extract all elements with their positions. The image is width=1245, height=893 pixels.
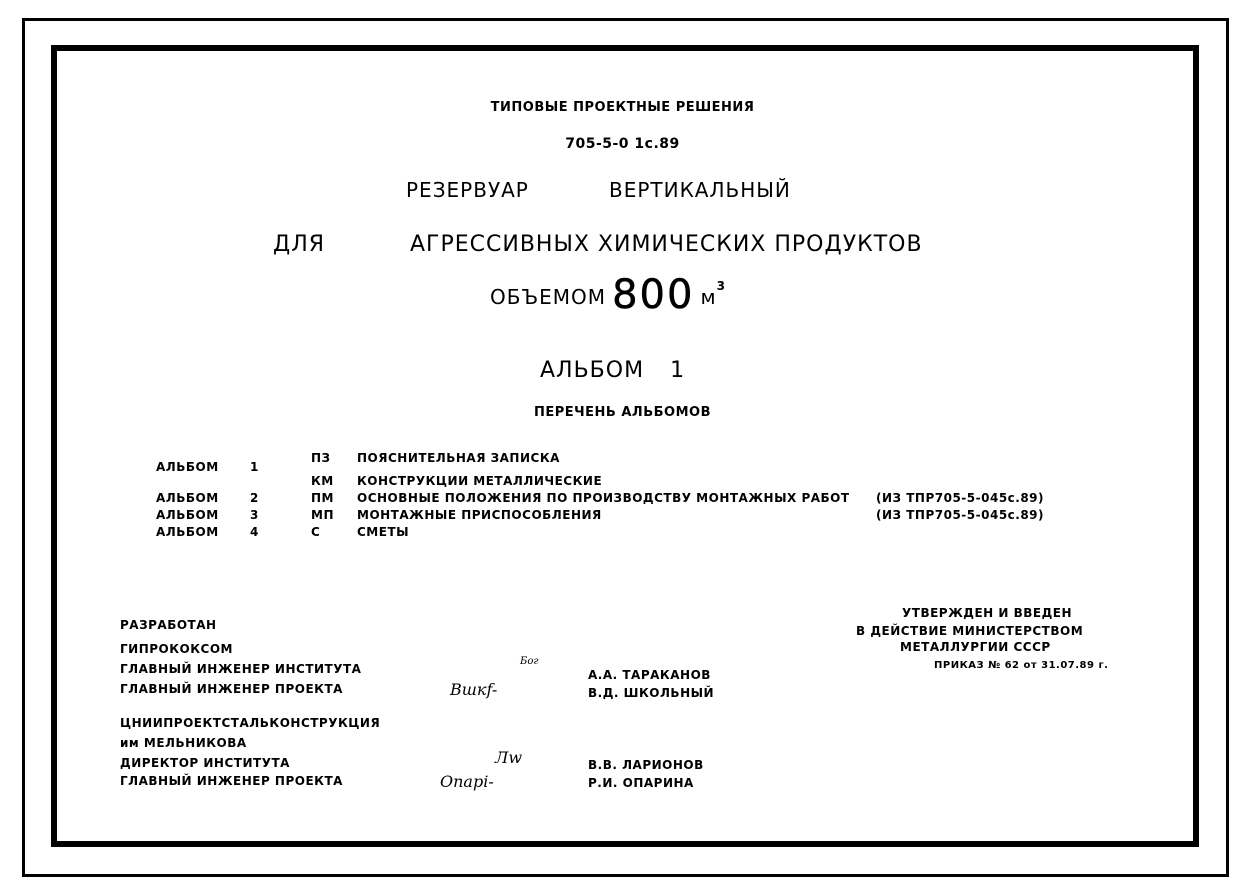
volume-value: 800 [612,272,695,318]
title-for: ДЛЯ [273,232,326,257]
album-label: АЛЬБОМ [540,358,645,383]
album-code: С [311,525,321,539]
album-word: АЛЬБОМ [156,460,219,474]
album-num: 4 [250,525,259,539]
project-code: 705-5-0 1с.89 [565,136,680,152]
signature-shkolny: Вшкf- [450,680,498,699]
album-desc: МОНТАЖНЫЕ ПРИСПОСОБЛЕНИЯ [357,508,602,522]
approval-line-3: МЕТАЛЛУРГИИ СССР [900,640,1051,654]
role-chief-engineer-project: ГЛАВНЫЙ ИНЖЕНЕР ПРОЕКТА [120,682,343,696]
album-desc: ПОЯСНИТЕЛЬНАЯ ЗАПИСКА [357,451,560,465]
name-tarakanov: А.А. ТАРАКАНОВ [588,668,711,682]
album-word: АЛЬБОМ [156,508,219,522]
role-chief-engineer-project-2: ГЛАВНЫЙ ИНЖЕНЕР ПРОЕКТА [120,774,343,788]
album-code: КМ [311,474,334,488]
album-code: ПМ [311,491,334,505]
approval-order: ПРИКАЗ № 62 от 31.07.89 г. [934,660,1109,671]
album-word: АЛЬБОМ [156,491,219,505]
album-desc: КОНСТРУКЦИИ МЕТАЛЛИЧЕСКИЕ [357,474,603,488]
volume-unit: м [700,285,717,309]
org-named-after: им МЕЛЬНИКОВА [120,736,247,750]
volume-line [490,272,725,318]
title-tank: РЕЗЕРВУАР [406,178,529,202]
signature-oparina: Опарi- [440,772,494,791]
developed-heading: РАЗРАБОТАН [120,618,217,632]
title-vertical: ВЕРТИКАЛЬНЫЙ [609,178,791,202]
album-code: МП [311,508,334,522]
signature-larionov: Лw [495,748,523,767]
album-num: 1 [250,460,259,474]
approval-line-2: В ДЕЙСТВИЕ МИНИСТЕРСТВОМ [856,624,1084,638]
name-larionov: В.В. ЛАРИОНОВ [588,758,704,772]
albums-list-title: ПЕРЕЧЕНЬ АЛЬБОМОВ [534,405,711,420]
role-chief-engineer-institute: ГЛАВНЫЙ ИНЖЕНЕР ИНСТИТУТА [120,662,362,676]
volume-prefix: ОБЪЕМОМ [490,285,607,309]
title-aggressive-products: АГРЕССИВНЫХ ХИМИЧЕСКИХ ПРОДУКТОВ [410,232,923,257]
album-word: АЛЬБОМ [156,525,219,539]
name-oparina: Р.И. ОПАРИНА [588,776,694,790]
album-num: 2 [250,491,259,505]
album-note: (ИЗ ТПР705-5-045с.89) [876,491,1045,505]
album-num: 3 [250,508,259,522]
approval-line-1: УТВЕРЖДЕН И ВВЕДЕН [902,606,1073,620]
album-code: ПЗ [311,451,331,465]
org-giprokoks: ГИПРОКОКСОМ [120,642,233,656]
signature-tarakanov: Бог [520,656,539,667]
album-heading [540,358,685,383]
role-director-institute: ДИРЕКТОР ИНСТИТУТА [120,756,290,770]
volume-exponent: 3 [716,279,726,293]
album-note: (ИЗ ТПР705-5-045с.89) [876,508,1045,522]
album-desc: ОСНОВНЫЕ ПОЛОЖЕНИЯ ПО ПРОИЗВОДСТВУ МОНТАЖНЫХ РАБОТ [357,491,850,505]
album-number: 1 [670,358,686,383]
org-tsniiproekt: ЦНИИПРОЕКТСТАЛЬКОНСТРУКЦИЯ [120,716,381,730]
name-shkolny: В.Д. ШКОЛЬНЫЙ [588,686,715,700]
standard-solutions-heading: ТИПОВЫЕ ПРОЕКТНЫЕ РЕШЕНИЯ [490,100,755,115]
album-desc: СМЕТЫ [357,525,410,539]
